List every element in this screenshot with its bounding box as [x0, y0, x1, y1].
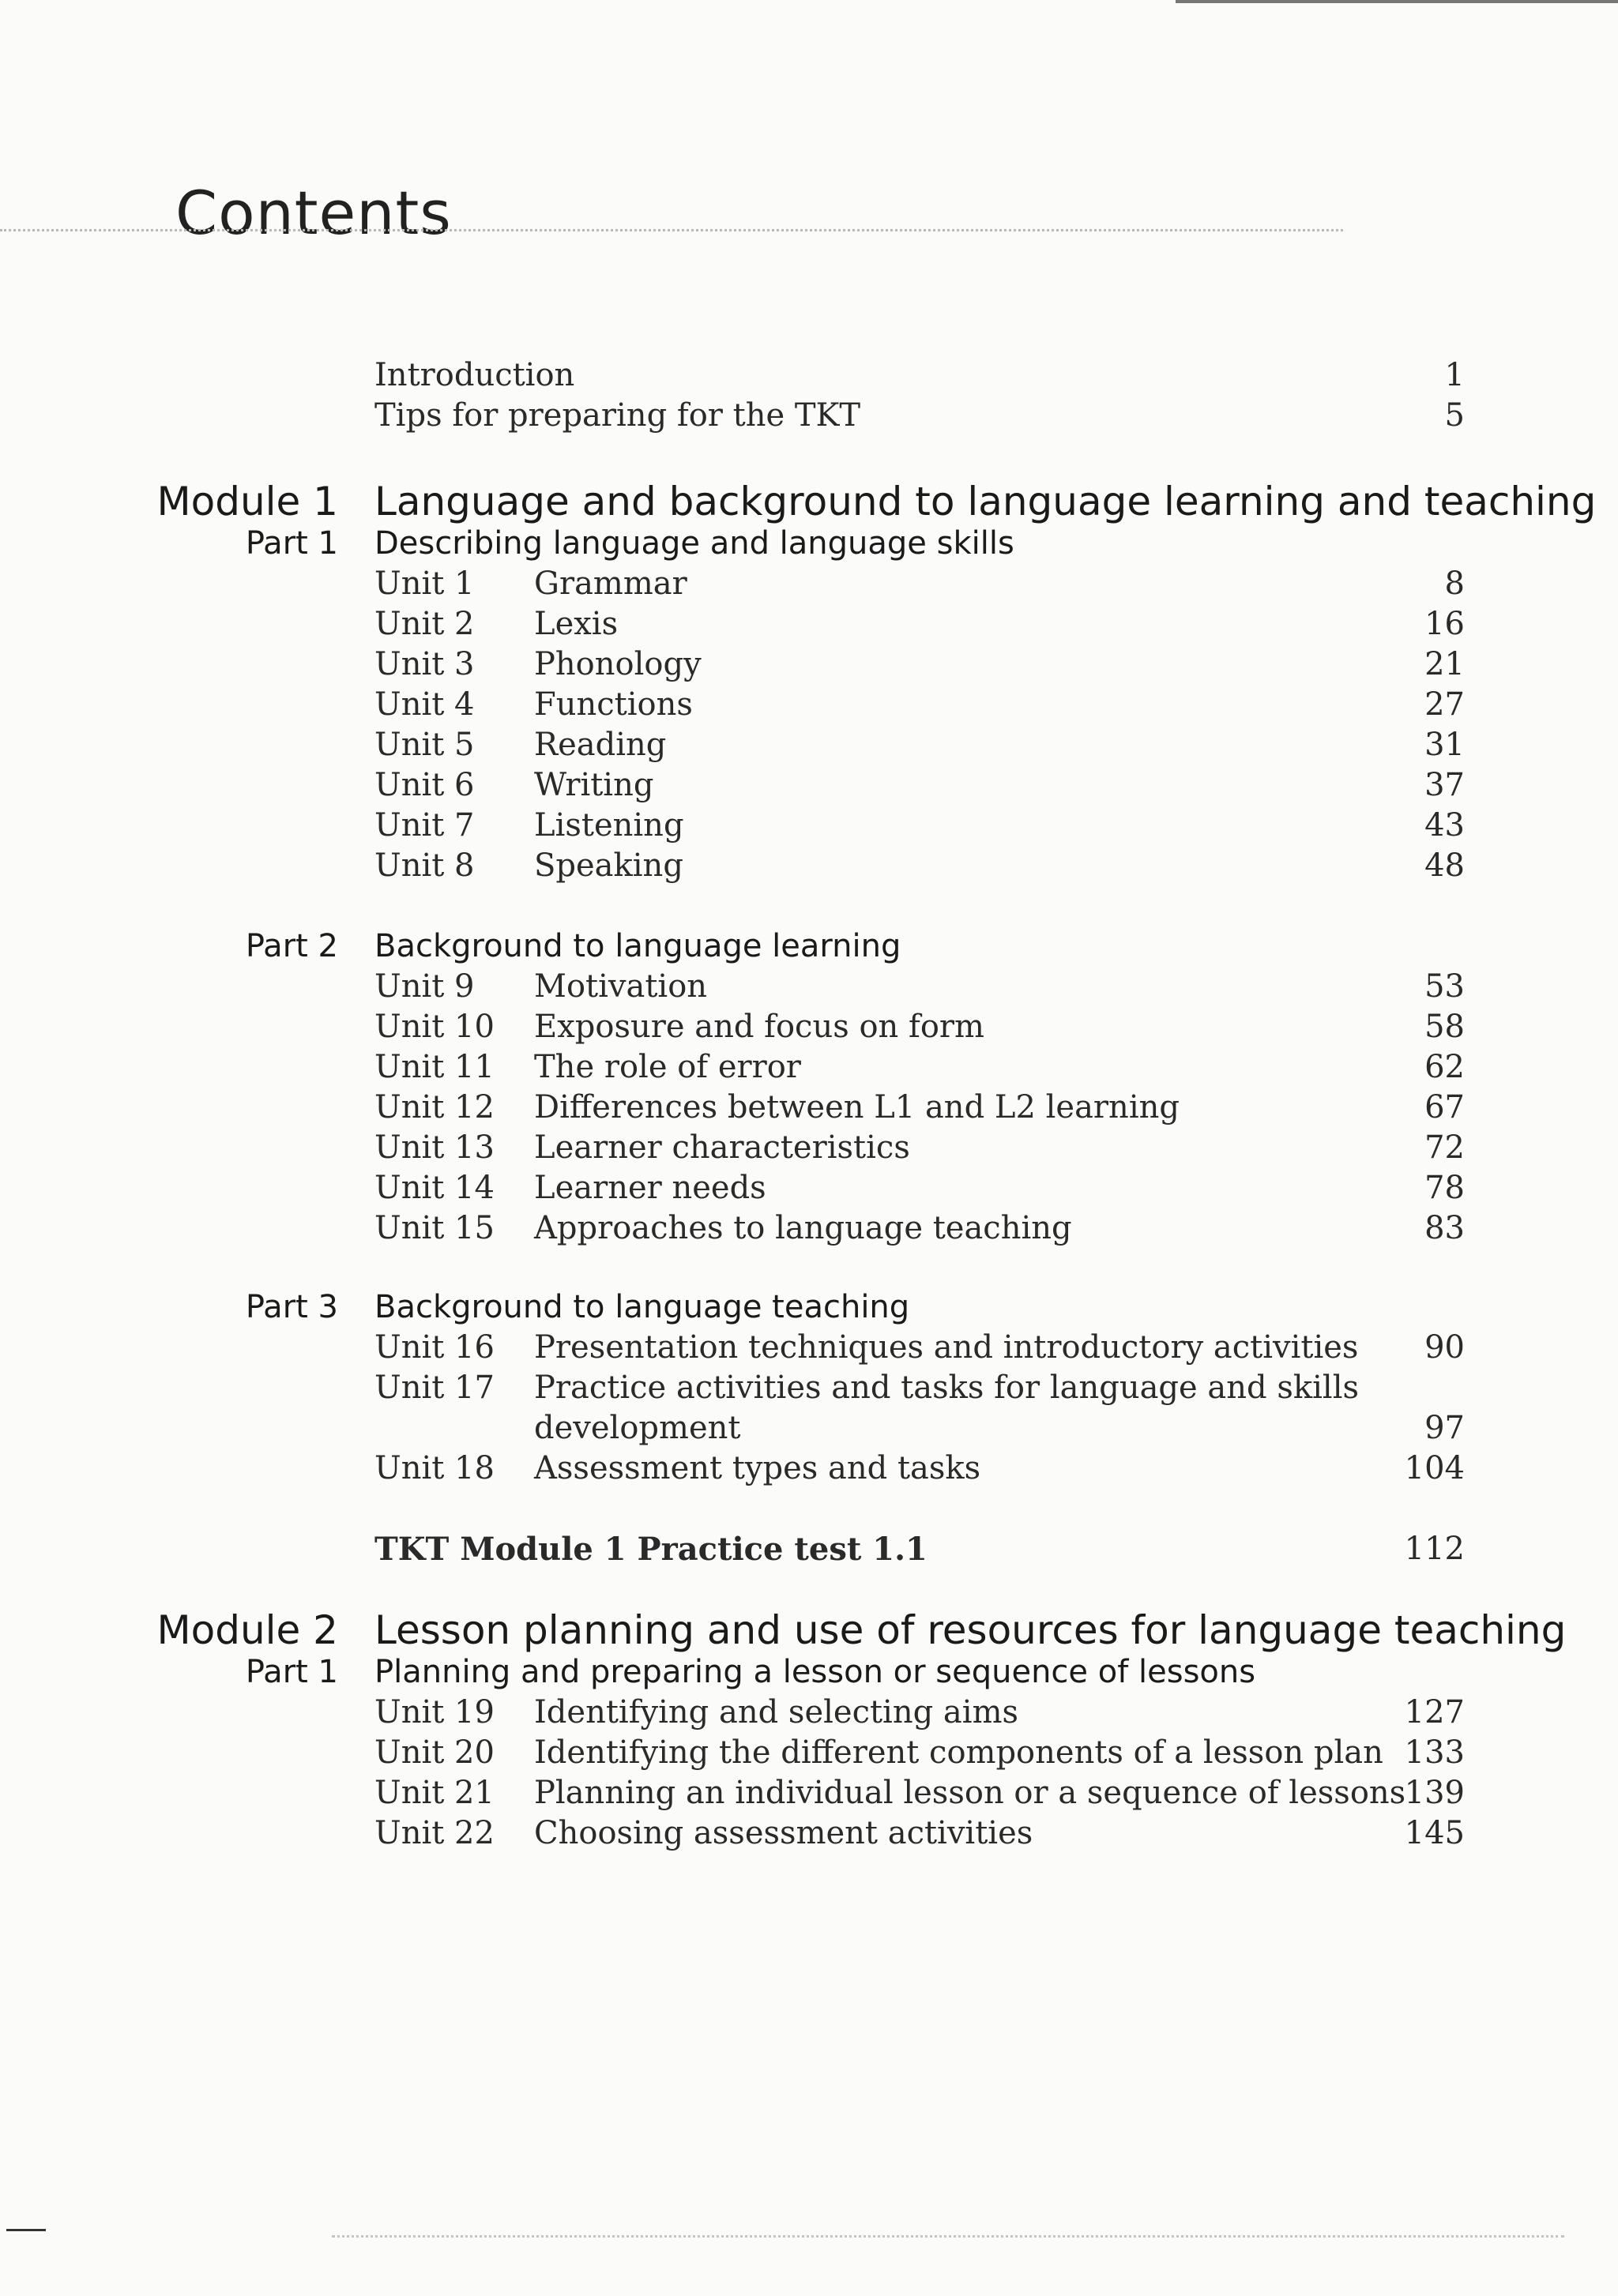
page-number: 112	[1404, 1531, 1465, 1567]
page-title: Contents	[175, 178, 452, 248]
toc-entry	[0, 968, 1618, 1009]
page-number: 72	[1424, 1129, 1465, 1166]
toc-entry	[0, 566, 1618, 607]
page-number: 97	[1424, 1410, 1465, 1446]
unit-title: Phonology	[534, 646, 702, 682]
page-number: 139	[1404, 1775, 1465, 1811]
unit-label: Unit 21	[374, 1775, 495, 1811]
unit-label: Unit 20	[374, 1734, 495, 1771]
unit-label: Unit 16	[374, 1329, 495, 1366]
unit-title: Learner needs	[534, 1170, 766, 1206]
toc-entry	[0, 767, 1618, 808]
toc-entry	[0, 1734, 1618, 1776]
unit-title: Practice activities and tasks for language and skills	[534, 1370, 1360, 1406]
page-number: 78	[1424, 1170, 1465, 1206]
unit-label: Unit 9	[374, 968, 475, 1005]
toc-entry	[0, 1129, 1618, 1171]
unit-title: Speaking	[534, 847, 683, 884]
toc-entry	[0, 727, 1618, 768]
unit-title: Writing	[534, 767, 654, 803]
unit-label: Unit 4	[374, 686, 475, 723]
unit-label: Unit 10	[374, 1009, 495, 1045]
unit-label: Unit 7	[374, 807, 475, 844]
page-number: 83	[1424, 1210, 1465, 1246]
toc-entry	[0, 1009, 1618, 1050]
part-title: Planning and preparing a lesson or sequence of lessons	[374, 1654, 1256, 1690]
page-number: 145	[1404, 1815, 1465, 1851]
unit-title: Listening	[534, 807, 684, 844]
page-number: 5	[1444, 397, 1465, 434]
unit-title: Functions	[534, 686, 693, 723]
toc-entry	[0, 1410, 1618, 1451]
toc-entry	[0, 807, 1618, 848]
scan-edge-top	[1176, 0, 1618, 3]
entry-title: Tips for preparing for the TKT	[374, 397, 861, 434]
unit-title: The role of error	[534, 1049, 801, 1085]
page-number: 104	[1404, 1450, 1465, 1486]
toc-entry	[0, 1815, 1618, 1856]
page-number: 67	[1424, 1089, 1465, 1125]
toc-entry	[0, 1775, 1618, 1816]
module-title: Language and background to language learning and teaching	[374, 479, 1597, 524]
page-number: 37	[1424, 767, 1465, 803]
toc-entry	[0, 357, 1618, 398]
unit-label: Unit 18	[374, 1450, 495, 1486]
toc-entry	[0, 1329, 1618, 1370]
module-label: Module 2	[156, 1607, 338, 1653]
toc-entry	[0, 1531, 1618, 1572]
part-label: Part 1	[245, 1654, 338, 1690]
toc-entry	[0, 1210, 1618, 1251]
page-number: 21	[1424, 646, 1465, 682]
page-number: 90	[1424, 1329, 1465, 1366]
unit-label: Unit 1	[374, 566, 475, 602]
unit-title: Exposure and focus on form	[534, 1009, 984, 1045]
part-heading	[0, 928, 1618, 969]
part-label: Part 2	[245, 928, 338, 964]
unit-title: Approaches to language teaching	[534, 1210, 1072, 1246]
part-title: Describing language and language skills	[374, 525, 1014, 562]
unit-label: Unit 14	[374, 1170, 495, 1206]
toc-entry	[0, 1089, 1618, 1130]
page-number: 58	[1424, 1009, 1465, 1045]
unit-title: Differences between L1 and L2 learning	[534, 1089, 1180, 1125]
page-number: 8	[1444, 566, 1465, 602]
unit-label: Unit 19	[374, 1694, 495, 1730]
toc-entry	[0, 847, 1618, 889]
unit-title: Assessment types and tasks	[534, 1450, 981, 1486]
toc-entry	[0, 1694, 1618, 1735]
unit-title: Planning an individual lesson or a sequence of lessons	[534, 1775, 1406, 1811]
unit-title: Grammar	[534, 566, 687, 602]
page-number: 31	[1424, 727, 1465, 763]
module-heading	[0, 1607, 1618, 1658]
page-number: 1	[1444, 357, 1465, 393]
toc-entry	[0, 646, 1618, 687]
page-number: 16	[1424, 606, 1465, 642]
unit-label: Unit 5	[374, 727, 475, 763]
toc-entry	[0, 1049, 1618, 1090]
unit-label: Unit 3	[374, 646, 475, 682]
page-number: 27	[1424, 686, 1465, 723]
part-label: Part 3	[245, 1289, 338, 1325]
unit-label: Unit 2	[374, 606, 475, 642]
toc-entry	[0, 1170, 1618, 1211]
unit-title: Identifying and selecting aims	[534, 1694, 1019, 1730]
toc-entry	[0, 1370, 1618, 1411]
unit-title: Learner characteristics	[534, 1129, 910, 1166]
unit-label: Unit 12	[374, 1089, 495, 1125]
part-label: Part 1	[245, 525, 338, 562]
toc-entry	[0, 686, 1618, 727]
unit-label: Unit 6	[374, 767, 475, 803]
page-number: 133	[1404, 1734, 1465, 1771]
page-number: 127	[1404, 1694, 1465, 1730]
module-label: Module 1	[156, 479, 338, 524]
toc-entry	[0, 397, 1618, 438]
toc-entry	[0, 1450, 1618, 1491]
part-heading	[0, 525, 1618, 566]
unit-title: Motivation	[534, 968, 708, 1005]
module-title: Lesson planning and use of resources for language teaching	[374, 1607, 1567, 1653]
unit-label: Unit 15	[374, 1210, 495, 1246]
part-title: Background to language teaching	[374, 1289, 910, 1325]
unit-label: Unit 13	[374, 1129, 495, 1166]
part-heading	[0, 1289, 1618, 1330]
entry-title: Introduction	[374, 357, 575, 393]
unit-label: Unit 8	[374, 847, 475, 884]
page-number: 53	[1424, 968, 1465, 1005]
part-title: Background to language learning	[374, 928, 901, 964]
page-number: 43	[1424, 807, 1465, 844]
page-number: 62	[1424, 1049, 1465, 1085]
scan-dots	[332, 2235, 1564, 2238]
unit-title: Lexis	[534, 606, 619, 642]
title-rule	[0, 229, 1343, 231]
unit-title: Choosing assessment activities	[534, 1815, 1033, 1851]
scan-edge-bottom	[6, 2229, 46, 2231]
unit-title-continued: development	[534, 1410, 741, 1446]
unit-label: Unit 11	[374, 1049, 495, 1085]
part-heading	[0, 1654, 1618, 1695]
practice-test-title: TKT Module 1 Practice test 1.1	[374, 1531, 928, 1568]
page-number: 48	[1424, 847, 1465, 884]
unit-title: Reading	[534, 727, 667, 763]
toc-entry	[0, 606, 1618, 647]
unit-label: Unit 17	[374, 1370, 495, 1406]
unit-title: Presentation techniques and introductory activities	[534, 1329, 1359, 1366]
unit-label: Unit 22	[374, 1815, 495, 1851]
unit-title: Identifying the different components of a lesson plan	[534, 1734, 1383, 1771]
module-heading	[0, 479, 1618, 529]
